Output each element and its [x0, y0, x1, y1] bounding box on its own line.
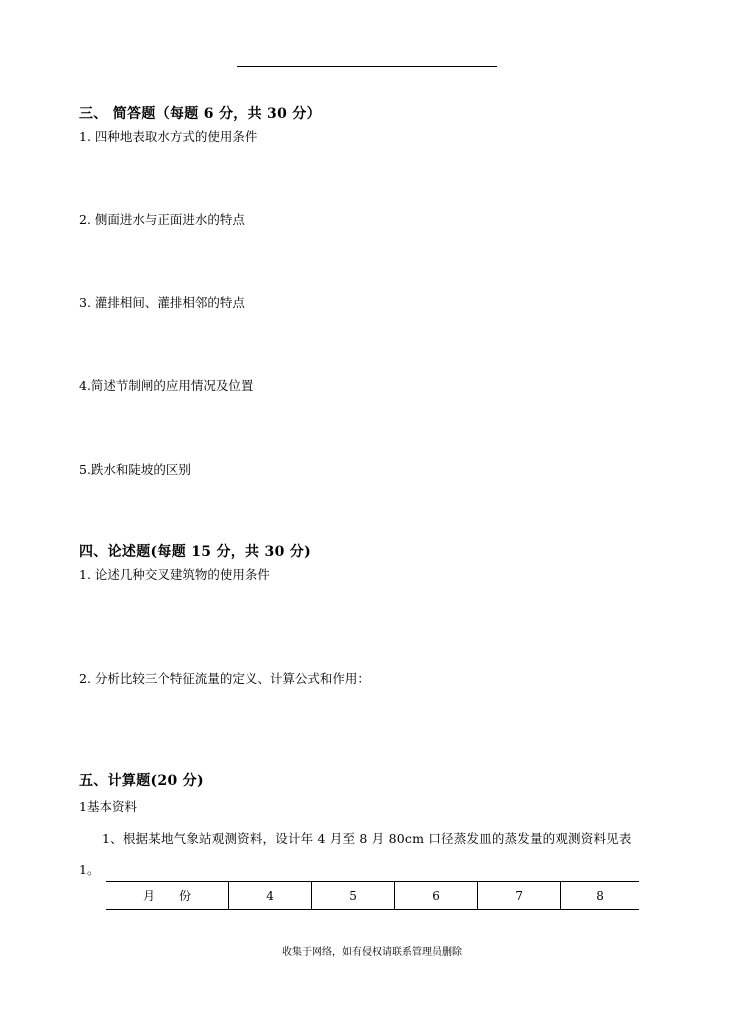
section5-title: 五、计算题(20 分) [79, 773, 204, 789]
table-header-cell: 5 [312, 882, 395, 910]
table-header-cell: 4 [229, 882, 312, 910]
table-header-cell: 月 份 [106, 882, 229, 910]
table-header-cell: 6 [395, 882, 478, 910]
footer-note: 收集于网络，如有侵权请联系管理员删除 [282, 947, 462, 958]
section4-question-1: 1. 论述几种交叉建筑物的使用条件 [79, 567, 270, 582]
section3-question-4: 4.简述节制闸的应用情况及位置 [79, 378, 254, 393]
section3-title: 三、 简答题（每题 6 分，共 30 分） [79, 106, 321, 122]
section3-question-5: 5.跌水和陡坡的区别 [79, 462, 191, 477]
section5-paragraph: 1、根据某地气象站观测资料，设计年 4 月至 8 月 80cm 口径蒸发皿的蒸发量的观测资料见表 [102, 831, 632, 846]
table-header-cell: 8 [561, 882, 639, 910]
table-header-cell: 7 [478, 882, 561, 910]
section5-subheading: 1基本资料 [79, 799, 137, 814]
section3-question-2: 2. 侧面进水与正面进水的特点 [79, 212, 245, 227]
section3-question-3: 3. 灌排相间、灌排相邻的特点 [79, 295, 245, 310]
section4-title: 四、论述题(每题 15 分，共 30 分) [79, 544, 312, 560]
section3-question-1: 1. 四种地表取水方式的使用条件 [79, 129, 258, 144]
section4-question-2: 2. 分析比较三个特征流量的定义、计算公式和作用： [79, 671, 370, 686]
section5-paragraph-cont: 1。 [79, 862, 100, 877]
table-row [106, 882, 639, 910]
top-rule [237, 66, 497, 67]
evaporation-table [106, 881, 639, 910]
